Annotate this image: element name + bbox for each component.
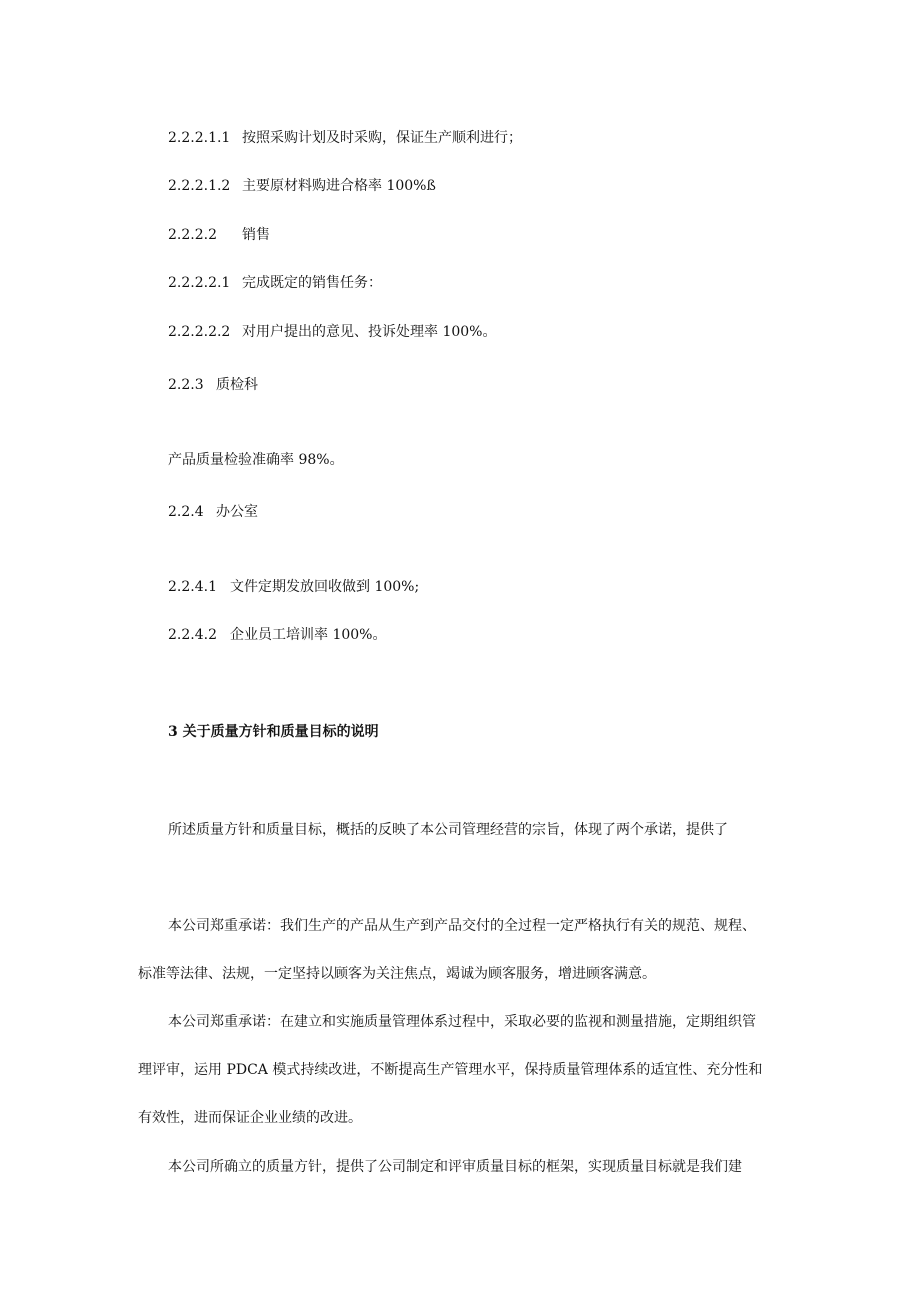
item-2-2-2-2 bbox=[168, 225, 270, 245]
item-2-2-4 bbox=[168, 502, 258, 522]
paragraph-line: 标准等法律、法规，一定坚持以顾客为关注焦点，竭诚为顾客服务，增进顾客满意。 bbox=[138, 966, 656, 982]
item-number: 2.2.2.2 bbox=[168, 227, 217, 243]
item-number: 2.2.2.2.1 bbox=[168, 275, 231, 291]
item-number: 2.2.4.1 bbox=[168, 579, 217, 595]
item-text: 质检科 bbox=[216, 377, 258, 393]
paragraph-line: 所述质量方针和质量目标，概括的反映了本公司管理经营的宗旨，体现了两个承诺，提供了 bbox=[168, 822, 728, 838]
item-number: 2.2.4.2 bbox=[168, 627, 217, 643]
paragraph-line: 理评审，运用 PDCA 模式持续改进，不断提高生产管理水平，保持质量管理体系的适宜性、充分性和 bbox=[138, 1062, 763, 1078]
item-text: 销售 bbox=[242, 227, 270, 243]
item-quality-accuracy bbox=[168, 450, 344, 470]
item-2-2-3 bbox=[168, 375, 258, 395]
item-2-2-4-1 bbox=[168, 577, 419, 597]
item-text: 产品质量检验准确率 98%。 bbox=[168, 452, 344, 468]
paragraph-line: 本公司所确立的质量方针，提供了公司制定和评审质量目标的框架，实现质量目标就是我们建 bbox=[168, 1159, 742, 1175]
section-heading: 3 关于质量方针和质量目标的说明 bbox=[168, 724, 379, 740]
item-text: 主要原材料购进合格率 100%ß bbox=[242, 178, 436, 194]
item-text: 办公室 bbox=[216, 504, 258, 520]
item-2-2-2-2-2 bbox=[168, 322, 496, 342]
item-number: 2.2.3 bbox=[168, 377, 204, 393]
item-number: 2.2.2.1.1 bbox=[168, 130, 231, 146]
item-2-2-2-1-2 bbox=[168, 176, 436, 196]
item-text: 完成既定的销售任务： bbox=[242, 275, 382, 291]
paragraph-line: 有效性，进而保证企业业绩的改进。 bbox=[138, 1110, 362, 1126]
item-number: 2.2.2.1.2 bbox=[168, 178, 231, 194]
item-text: 文件定期发放回收做到 100%; bbox=[230, 579, 420, 595]
item-number: 2.2.4 bbox=[168, 504, 204, 520]
item-text: 企业员工培训率 100%。 bbox=[230, 627, 387, 643]
item-text: 按照采购计划及时采购，保证生产顺利进行； bbox=[242, 130, 522, 146]
item-2-2-4-2 bbox=[168, 625, 386, 645]
paragraph-line: 本公司郑重承诺：我们生产的产品从生产到产品交付的全过程一定严格执行有关的规范、规程、 bbox=[168, 918, 756, 934]
item-text: 对用户提出的意见、投诉处理率 100%。 bbox=[242, 324, 497, 340]
item-2-2-2-1-1 bbox=[168, 128, 522, 148]
item-number: 2.2.2.2.2 bbox=[168, 324, 231, 340]
paragraph-line: 本公司郑重承诺：在建立和实施质量管理体系过程中，采取必要的监视和测量措施，定期组织管 bbox=[168, 1014, 756, 1030]
item-2-2-2-2-1 bbox=[168, 273, 382, 293]
